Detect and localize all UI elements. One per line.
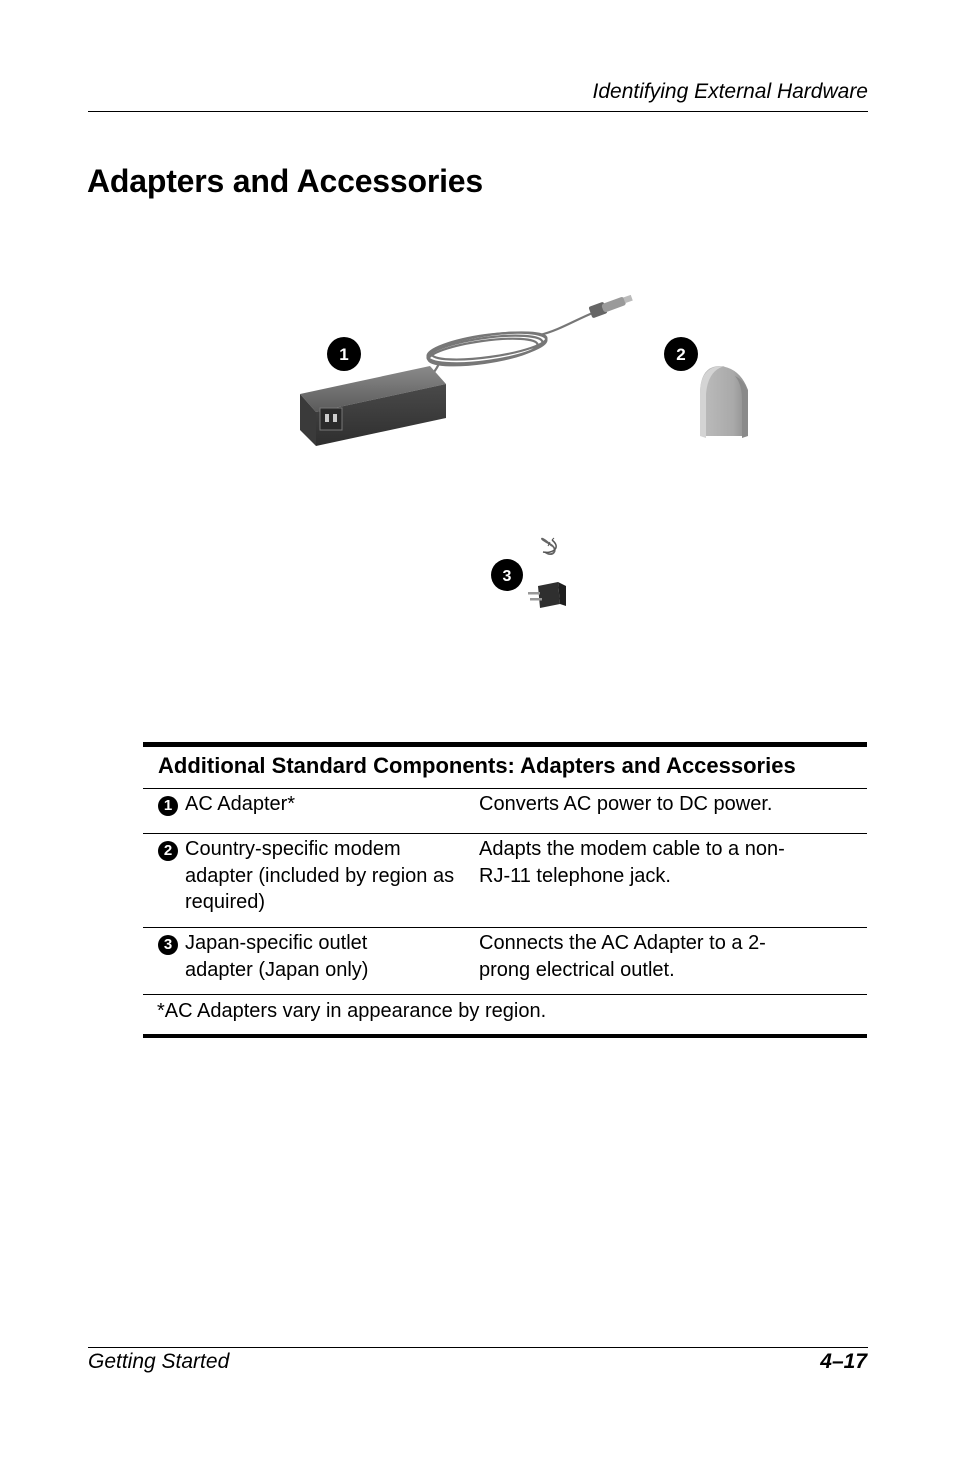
callout-badge-2: 2 bbox=[158, 841, 178, 861]
svg-text:1: 1 bbox=[339, 345, 349, 364]
components-table bbox=[143, 742, 867, 1038]
japan-outlet-adapter bbox=[528, 538, 566, 608]
ac-adapter-cable bbox=[425, 312, 595, 382]
callout-1 bbox=[327, 337, 361, 371]
component-name: AC Adapter* bbox=[185, 793, 296, 815]
dc-plug bbox=[588, 295, 632, 319]
ac-adapter-brick bbox=[300, 366, 446, 446]
svg-text:3: 3 bbox=[502, 568, 512, 585]
header-rule bbox=[88, 111, 868, 112]
table-title: Additional Standard Components: Adapters and Accessories bbox=[158, 753, 796, 778]
table-footnote: *AC Adapters vary in appearance by region. bbox=[143, 994, 867, 1034]
page-number: 4–17 bbox=[820, 1350, 867, 1373]
adapters-illustration bbox=[290, 290, 760, 620]
running-header: Identifying External Hardware bbox=[592, 80, 868, 103]
component-description: Adapts the modem cable to a non-RJ-11 telephone jack. bbox=[479, 838, 785, 887]
footer-book-title: Getting Started bbox=[88, 1350, 230, 1373]
component-name: Japan-specific outlet adapter (Japan only) bbox=[185, 932, 369, 981]
page-title: Adapters and Accessories bbox=[87, 163, 483, 199]
component-description: Connects the AC Adapter to a 2-prong electrical outlet. bbox=[479, 932, 766, 981]
table-row bbox=[143, 788, 867, 833]
callout-3 bbox=[491, 559, 523, 591]
callout-badge-3: 3 bbox=[158, 935, 178, 955]
callout-badge-1: 1 bbox=[158, 796, 178, 816]
svg-text:2: 2 bbox=[676, 345, 686, 364]
modem-adapter bbox=[700, 366, 748, 438]
table-bottom-rule bbox=[143, 1034, 867, 1038]
table-row bbox=[143, 927, 867, 994]
component-name: Country-specific modem adapter (included by region as required) bbox=[185, 838, 455, 913]
footer-rule bbox=[88, 1347, 868, 1348]
component-description: Converts AC power to DC power. bbox=[479, 793, 773, 815]
table-row bbox=[143, 833, 867, 927]
callout-2 bbox=[664, 337, 698, 371]
